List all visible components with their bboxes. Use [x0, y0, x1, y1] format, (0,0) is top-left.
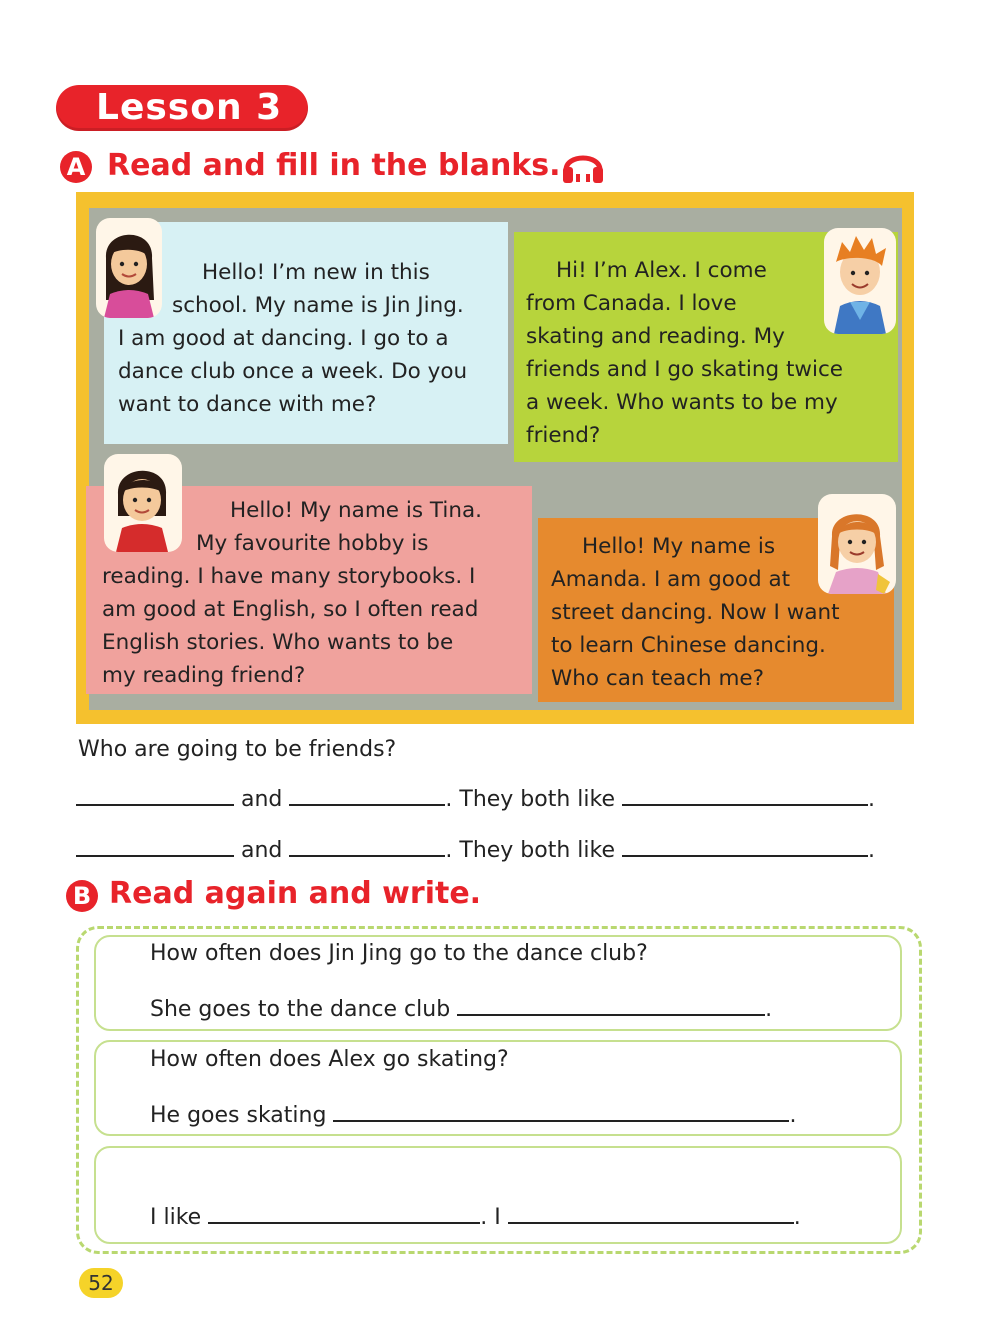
and-text: and [241, 787, 283, 812]
bubble-line: reading. I have many storybooks. I [102, 564, 476, 589]
blank-name-2[interactable] [289, 784, 445, 806]
bubble-line: from Canada. I love [526, 291, 737, 316]
blank-name-4[interactable] [289, 835, 445, 857]
fill-line-1 [76, 784, 875, 812]
jin-jing-portrait [96, 218, 162, 318]
question-jin-jing: How often does Jin Jing go to the dance club? [150, 941, 648, 966]
headphones-icon[interactable] [560, 144, 606, 186]
bubble-line: Hello! I’m new in this [202, 260, 430, 285]
blank-hobby-2[interactable] [622, 835, 868, 857]
period: . [793, 1205, 801, 1230]
bubble-line: Who can teach me? [551, 666, 765, 691]
bubble-line: I am good at dancing. I go to a [118, 326, 449, 351]
bubble-line: school. My name is Jin Jing. [172, 293, 464, 318]
section-a-marker: A [60, 151, 92, 183]
lesson-title: Lesson 3 [96, 87, 283, 128]
amanda-portrait [818, 494, 896, 594]
bubble-line: dance club once a week. Do you [118, 359, 468, 384]
answer-blank-1[interactable] [457, 994, 765, 1016]
blank-hobby-1[interactable] [622, 784, 868, 806]
tina-portrait [104, 454, 182, 552]
bubble-line: Hi! I’m Alex. I come [556, 258, 767, 283]
bubble-line: street dancing. Now I want [551, 600, 840, 625]
bubble-line: Hello! My name is Tina. [230, 498, 482, 523]
answer-prefix: She goes to the dance club [150, 997, 451, 1022]
blank-name-3[interactable] [76, 835, 234, 857]
friends-question: Who are going to be friends? [78, 737, 397, 762]
page-number: 52 [88, 1271, 114, 1295]
i-like-text: I like [150, 1205, 202, 1230]
bubble-line: to learn Chinese dancing. [551, 633, 826, 658]
answer-blank-3[interactable] [208, 1202, 480, 1224]
answer-line-1 [150, 994, 772, 1022]
period: . [868, 787, 876, 812]
bubble-line: am good at English, so I often read [102, 597, 479, 622]
bubble-line: skating and reading. My [526, 324, 785, 349]
section-b-marker: B [66, 880, 98, 912]
bubble-line: My favourite hobby is [196, 531, 429, 556]
i-text: . I [480, 1205, 501, 1230]
answer-prefix: He goes skating [150, 1103, 327, 1128]
bubble-line: want to dance with me? [118, 392, 377, 417]
period: . [765, 997, 773, 1022]
answer-blank-4[interactable] [508, 1202, 794, 1224]
speech-bubble-jin-jing [104, 222, 508, 444]
bubble-line: my reading friend? [102, 663, 306, 688]
question-alex: How often does Alex go skating? [150, 1047, 509, 1072]
alex-portrait [824, 228, 896, 334]
bubble-line: Amanda. I am good at [551, 567, 791, 592]
both-like-text: . They both like [445, 787, 616, 812]
bubble-line: friends and I go skating twice [526, 357, 844, 382]
section-b-title: Read again and write. [109, 876, 482, 911]
blank-name-1[interactable] [76, 784, 234, 806]
bubble-line: English stories. Who wants to be [102, 630, 454, 655]
both-like-text: . They both like [445, 838, 616, 863]
bubble-line: friend? [526, 423, 601, 448]
answer-line-2 [150, 1100, 796, 1128]
section-a-title: Read and fill in the blanks. [107, 148, 561, 183]
bubble-line: Hello! My name is [582, 534, 776, 559]
period: . [868, 838, 876, 863]
answer-line-3 [150, 1202, 801, 1230]
and-text: and [241, 838, 283, 863]
period: . [789, 1103, 797, 1128]
fill-line-2 [76, 835, 875, 863]
bubble-line: a week. Who wants to be my [526, 390, 838, 415]
answer-blank-2[interactable] [333, 1100, 789, 1122]
